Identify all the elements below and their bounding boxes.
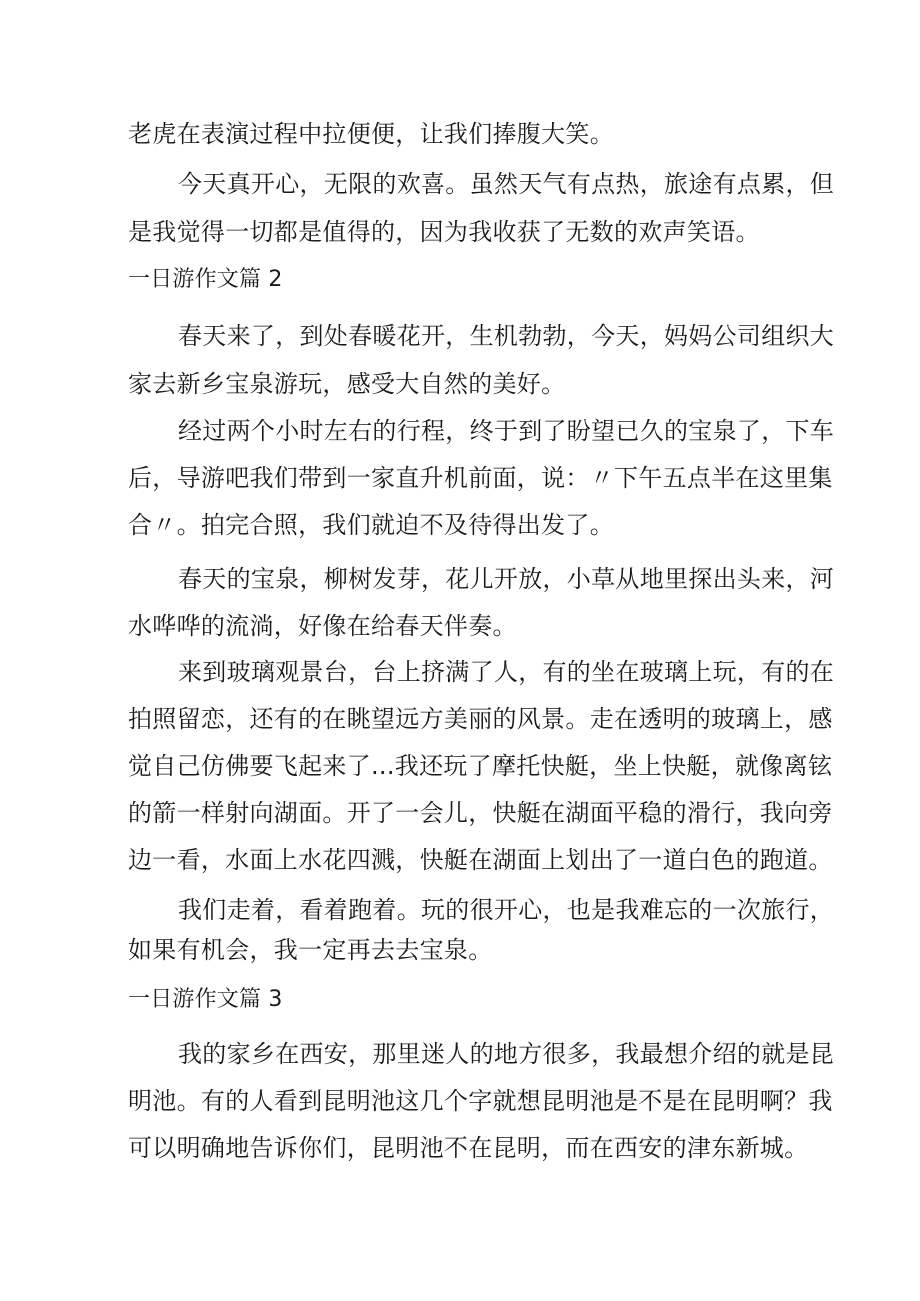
paragraph-line: 今天真开心，无限的欢喜。虽然天气有点热，旅途有点累，但: [178, 170, 835, 198]
paragraph-line: 边一看，水面上水花四溅，快艇在湖面上划出了一道白色的跑道。: [128, 846, 833, 874]
section-heading: 一日游作文篇 3: [128, 987, 283, 1012]
paragraph-line: 是我觉得一切都是值得的，因为我收获了无数的欢声笑语。: [128, 218, 760, 246]
paragraph-line: 合〃。拍完合照，我们就迫不及待得出发了。: [128, 511, 614, 539]
paragraph-line: 拍照留恋，还有的在眺望远方美丽的风景。走在透明的玻璃上，感: [128, 705, 833, 733]
paragraph-line: 觉自己仿佛要飞起来了...我还玩了摩托快艇，坐上快艇，就像离铉: [128, 752, 833, 780]
paragraph-line: 我的家乡在西安，那里迷人的地方很多，我最想介绍的就是昆: [178, 1040, 835, 1068]
paragraph-line: 后，导游吧我们带到一家直升机前面，说：〃下午五点半在这里集: [128, 464, 833, 492]
paragraph-line: 如果有机会，我一定再去去宝泉。: [128, 936, 493, 964]
paragraph-line: 的箭一样射向湖面。开了一会儿，快艇在湖面平稳的滑行，我向旁: [128, 799, 833, 827]
paragraph-line: 经过两个小时左右的行程，终于到了盼望已久的宝泉了，下车: [178, 417, 835, 445]
paragraph-line: 我们走着，看着跑着。玩的很开心，也是我难忘的一次旅行，: [178, 896, 835, 924]
paragraph-line: 春天的宝泉，柳树发芽，花儿开放，小草从地里探出头来，河: [178, 565, 835, 593]
paragraph-line: 家去新乡宝泉游玩，感受大自然的美好。: [128, 370, 566, 398]
paragraph-line: 来到玻璃观景台，台上挤满了人，有的坐在玻璃上玩，有的在: [178, 658, 835, 686]
paragraph-line: 春天来了，到处春暖花开，生机勃勃，今天，妈妈公司组织大: [178, 322, 835, 350]
paragraph-line: 老虎在表演过程中拉便便，让我们捧腹大笑。: [128, 120, 614, 148]
paragraph-line: 可以明确地告诉你们，昆明池不在昆明，而在西安的津东新城。: [128, 1134, 809, 1162]
section-heading: 一日游作文篇 2: [128, 267, 283, 292]
paragraph-line: 明池。有的人看到昆明池这几个字就想昆明池是不是在昆明啊？我: [128, 1087, 833, 1115]
paragraph-line: 水哗哗的流淌，好像在给春天伴奏。: [128, 612, 517, 640]
